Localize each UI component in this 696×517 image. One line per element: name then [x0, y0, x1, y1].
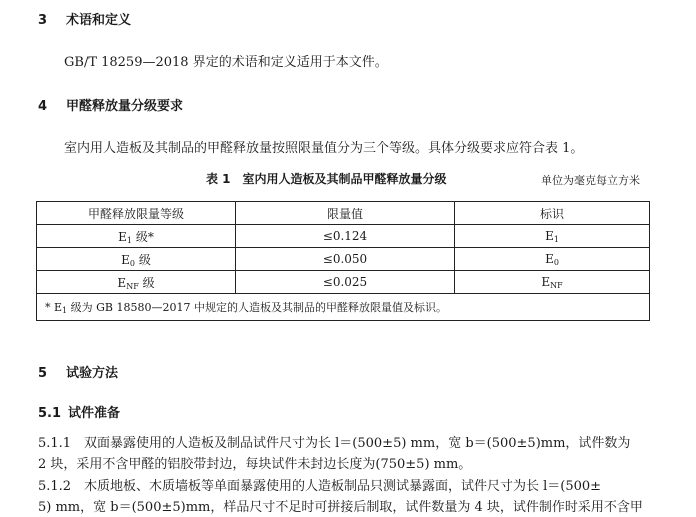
table-row — [37, 225, 650, 248]
section-3-heading — [38, 9, 131, 28]
table-row — [37, 248, 650, 271]
section-4-heading — [38, 95, 183, 114]
clause-5-1-1-line-2: 2 块，采用不含甲醛的铝胶带封边，每块试件未封边长度为(750±5) mm。 — [38, 457, 472, 472]
table-1-caption: 表 1 室内用人造板及其制品甲醛释放量分级 — [206, 172, 447, 186]
clause-5-1-1-line-1: 5.1.1 双面暴露使用的人造板及制品试件尺寸为长 l＝(500±5) mm，宽 b＝(500±5)mm，试件数为 — [38, 436, 631, 451]
section-4-number: 4 — [38, 99, 48, 114]
section-5-1-heading — [38, 402, 120, 421]
clause-5-1-2-line-1: 5.1.2 木质地板、木质墙板等单面暴露使用的人造板制品只测试暴露面，试件尺寸为长 l＝(500± — [38, 479, 602, 494]
limit-cell: ≤0.025 — [236, 271, 455, 294]
section-4-body: 室内用人造板及其制品的甲醛释放量按照限量值分为三个等级。具体分级要求应符合表 1。 — [64, 141, 584, 156]
section-3-title: 术语和定义 — [66, 13, 132, 28]
table-1-unit: 单位为毫克每立方米 — [541, 174, 640, 187]
header-limit: 限量值 — [236, 202, 455, 225]
clause-5-1-2-line-2: 5) mm，宽 b＝(500±5)mm，样品尺寸不足时可拼接后制取，试件数量为 4 块，试件制作时采用不含甲 — [38, 500, 643, 515]
table-note-row — [37, 294, 650, 321]
table-footnote: * $E_1$ 级为 GB 18580—2017 中规定的人造板及其制品的甲醛释放限量值及标识。 — [37, 294, 650, 321]
section-5-1-number: 5.1 — [38, 406, 62, 421]
mark-cell: $E_{NF}$ — [455, 271, 650, 294]
section-5-1-title: 试件准备 — [68, 406, 121, 421]
limit-cell: ≤0.124 — [236, 225, 455, 248]
section-5-heading — [38, 362, 118, 381]
section-3-body: GB/T 18259—2018 界定的术语和定义适用于本文件。 — [64, 55, 388, 70]
table-header-row — [37, 202, 650, 225]
grade-cell: $E_0$ 级 — [37, 248, 236, 271]
mark-cell: $E_1$ — [455, 225, 650, 248]
clause-5-1-1-number: 5.1.1 — [38, 436, 72, 451]
header-grade: 甲醛释放限量等级 — [37, 202, 236, 225]
mark-cell: $E_0$ — [455, 248, 650, 271]
grade-cell: $E_1$ 级* — [37, 225, 236, 248]
limit-cell: ≤0.050 — [236, 248, 455, 271]
section-5-title: 试验方法 — [66, 366, 119, 381]
section-3-number: 3 — [38, 13, 48, 28]
table-row — [37, 271, 650, 294]
table-1 — [36, 201, 650, 321]
section-5-number: 5 — [38, 366, 48, 381]
section-4-title: 甲醛释放量分级要求 — [66, 99, 184, 114]
header-mark: 标识 — [455, 202, 650, 225]
clause-5-1-2-number: 5.1.2 — [38, 479, 72, 494]
grade-cell: $E_{NF}$ 级 — [37, 271, 236, 294]
